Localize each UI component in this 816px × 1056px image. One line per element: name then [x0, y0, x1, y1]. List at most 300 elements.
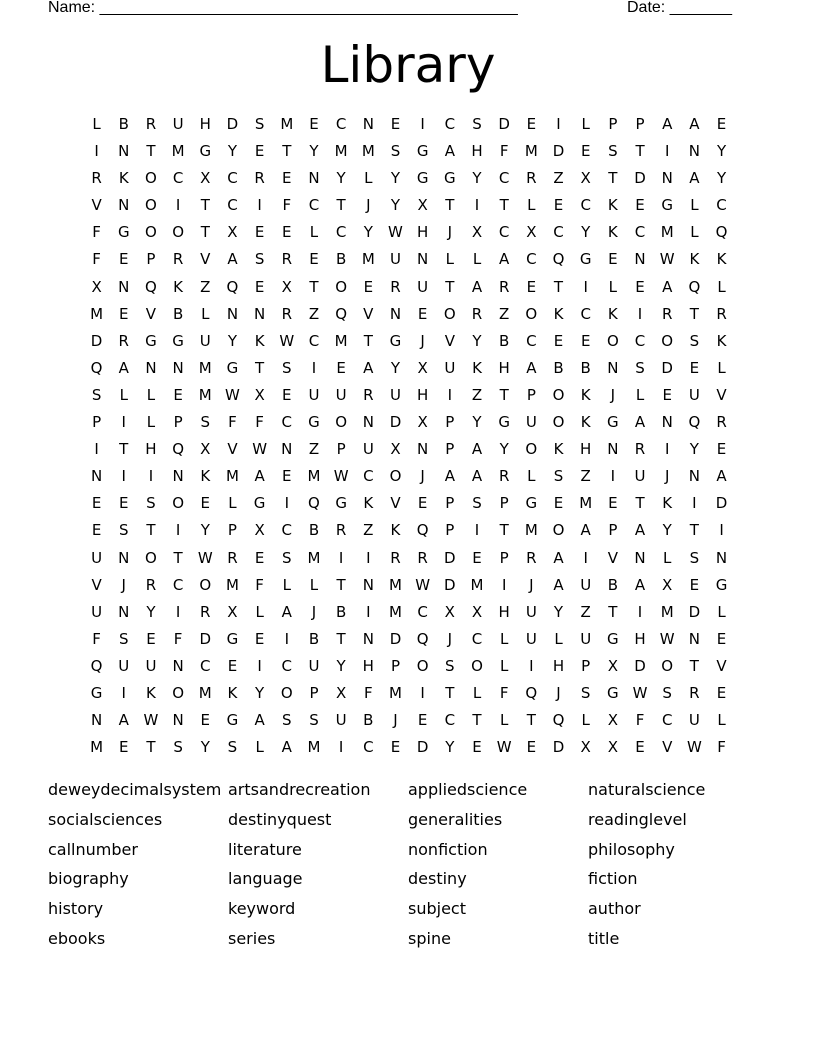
grid-letter[interactable]: E — [472, 738, 482, 757]
grid-letter[interactable]: I — [664, 142, 670, 161]
grid-letter[interactable]: R — [145, 115, 157, 133]
grid-letter[interactable]: G — [199, 142, 212, 161]
grid-letter[interactable]: C — [498, 223, 510, 242]
grid-letter[interactable]: I — [284, 629, 289, 648]
grid-letter[interactable]: R — [390, 548, 401, 567]
grid-letter[interactable]: N — [172, 656, 184, 675]
grid-letter[interactable]: E — [254, 548, 265, 567]
grid-letter[interactable]: K — [607, 196, 618, 215]
grid-letter[interactable]: E — [608, 250, 618, 269]
grid-letter[interactable]: K — [716, 331, 727, 350]
grid-letter[interactable]: N — [118, 602, 130, 621]
grid-letter[interactable]: S — [227, 738, 238, 757]
grid-letter[interactable]: O — [661, 331, 674, 350]
grid-letter[interactable]: L — [472, 683, 482, 702]
grid-letter[interactable]: E — [662, 385, 672, 404]
grid-letter[interactable]: R — [281, 250, 292, 269]
grid-letter[interactable]: L — [635, 385, 645, 404]
grid-letter[interactable]: J — [420, 331, 425, 350]
grid-letter[interactable]: C — [363, 738, 374, 757]
grid-letter[interactable]: Q — [145, 277, 157, 296]
grid-letter[interactable]: R — [254, 169, 265, 188]
grid-letter[interactable]: E — [526, 115, 537, 133]
grid-letter[interactable]: O — [552, 521, 565, 540]
grid-letter[interactable]: P — [526, 385, 536, 404]
grid-letter[interactable]: N — [661, 413, 673, 432]
grid-letter[interactable]: E — [282, 169, 292, 188]
grid-letter[interactable]: U — [417, 277, 429, 296]
grid-letter[interactable]: E — [526, 277, 537, 296]
grid-letter[interactable]: T — [689, 656, 699, 675]
grid-letter[interactable]: I — [94, 440, 99, 459]
grid-letter[interactable]: B — [118, 115, 129, 133]
grid-letter[interactable]: D — [634, 656, 646, 675]
grid-letter[interactable]: O — [172, 683, 184, 702]
grid-letter[interactable]: C — [363, 467, 374, 486]
grid-letter[interactable]: X — [417, 196, 428, 215]
grid-letter[interactable]: O — [172, 223, 184, 242]
grid-letter[interactable]: R — [526, 169, 537, 188]
grid-letter[interactable]: I — [501, 575, 507, 594]
grid-letter[interactable]: P — [445, 440, 455, 459]
grid-letter[interactable]: S — [254, 250, 265, 269]
grid-letter[interactable]: C — [335, 223, 347, 242]
grid-letter[interactable]: K — [200, 467, 211, 486]
grid-letter[interactable]: I — [257, 656, 262, 675]
grid-letter[interactable]: F — [635, 711, 645, 730]
grid-letter[interactable]: A — [281, 602, 292, 621]
grid-letter[interactable]: V — [363, 304, 374, 323]
grid-letter[interactable]: I — [94, 142, 99, 161]
grid-letter[interactable]: F — [228, 413, 237, 432]
grid-letter[interactable]: L — [309, 575, 319, 594]
grid-letter[interactable]: E — [608, 494, 618, 513]
grid-letter[interactable]: K — [662, 494, 673, 513]
grid-letter[interactable]: R — [661, 304, 673, 323]
grid-letter[interactable]: N — [90, 711, 103, 730]
grid-letter[interactable]: U — [91, 602, 103, 621]
grid-letter[interactable]: O — [145, 196, 157, 215]
grid-letter[interactable]: R — [118, 331, 129, 350]
grid-letter[interactable]: N — [634, 548, 646, 567]
grid-letter[interactable]: I — [175, 521, 181, 540]
grid-letter[interactable]: E — [282, 467, 292, 486]
grid-letter[interactable]: L — [201, 304, 210, 323]
grid-letter[interactable]: E — [363, 277, 374, 296]
grid-letter[interactable]: T — [445, 683, 455, 702]
grid-letter[interactable]: L — [472, 250, 482, 269]
grid-letter[interactable]: G — [607, 629, 619, 648]
grid-letter[interactable]: S — [309, 711, 319, 730]
grid-letter[interactable]: V — [91, 575, 102, 594]
grid-letter[interactable]: L — [364, 169, 373, 188]
grid-letter[interactable]: N — [308, 169, 320, 188]
grid-letter[interactable]: Q — [416, 629, 429, 648]
grid-letter[interactable]: E — [716, 629, 727, 648]
grid-letter[interactable]: J — [393, 711, 398, 730]
grid-letter[interactable]: A — [499, 250, 510, 269]
grid-letter[interactable]: S — [282, 548, 292, 567]
grid-letter[interactable]: Q — [308, 494, 320, 513]
grid-letter[interactable]: U — [172, 115, 184, 133]
grid-letter[interactable]: A — [254, 467, 265, 486]
grid-letter[interactable]: U — [91, 548, 103, 567]
grid-letter[interactable]: M — [524, 521, 538, 540]
grid-letter[interactable]: A — [363, 358, 374, 377]
grid-letter[interactable]: V — [200, 250, 211, 269]
grid-letter[interactable]: G — [308, 413, 320, 432]
grid-letter[interactable]: L — [554, 629, 563, 648]
grid-letter[interactable]: E — [254, 277, 265, 296]
grid-letter[interactable]: C — [580, 304, 591, 323]
grid-letter[interactable]: Y — [581, 223, 591, 242]
grid-letter[interactable]: G — [226, 711, 239, 730]
grid-letter[interactable]: X — [526, 223, 537, 242]
grid-letter[interactable]: F — [499, 142, 509, 161]
grid-letter[interactable]: X — [417, 358, 428, 377]
grid-letter[interactable]: U — [362, 440, 374, 459]
grid-letter[interactable]: I — [474, 521, 480, 540]
grid-letter[interactable]: E — [200, 494, 211, 513]
grid-letter[interactable]: N — [362, 115, 374, 133]
grid-letter[interactable]: T — [309, 277, 319, 296]
grid-letter[interactable]: R — [417, 548, 428, 567]
grid-letter[interactable]: F — [717, 738, 726, 757]
grid-letter[interactable]: M — [660, 602, 674, 621]
grid-letter[interactable]: G — [579, 250, 592, 269]
grid-letter[interactable]: N — [172, 467, 184, 486]
grid-letter[interactable]: T — [689, 521, 699, 540]
grid-letter[interactable]: U — [308, 385, 320, 404]
grid-letter[interactable]: T — [499, 521, 509, 540]
grid-letter[interactable]: P — [445, 413, 455, 432]
grid-letter[interactable]: Q — [90, 656, 103, 675]
grid-letter[interactable]: U — [389, 385, 401, 404]
grid-letter[interactable]: L — [690, 196, 699, 215]
grid-letter[interactable]: U — [634, 467, 646, 486]
grid-letter[interactable]: I — [637, 602, 643, 621]
grid-letter[interactable]: I — [719, 521, 724, 540]
grid-letter[interactable]: P — [635, 115, 645, 133]
grid-letter[interactable]: S — [282, 358, 292, 377]
grid-letter[interactable]: G — [145, 331, 157, 350]
grid-letter[interactable]: H — [145, 440, 157, 459]
grid-letter[interactable]: V — [716, 385, 727, 404]
grid-letter[interactable]: T — [445, 277, 455, 296]
grid-letter[interactable]: Y — [445, 738, 455, 757]
grid-letter[interactable]: T — [635, 494, 645, 513]
grid-letter[interactable]: M — [334, 331, 348, 350]
grid-letter[interactable]: X — [580, 738, 591, 757]
grid-letter[interactable]: T — [146, 521, 156, 540]
grid-letter[interactable]: X — [227, 602, 238, 621]
grid-letter[interactable]: F — [255, 413, 264, 432]
grid-letter[interactable]: T — [336, 196, 346, 215]
grid-letter[interactable]: C — [200, 656, 211, 675]
grid-letter[interactable]: O — [335, 277, 348, 296]
grid-letter[interactable]: W — [659, 629, 675, 648]
grid-letter[interactable]: T — [200, 223, 210, 242]
grid-letter[interactable]: A — [689, 115, 700, 133]
grid-letter[interactable]: C — [417, 602, 428, 621]
grid-letter[interactable]: H — [199, 115, 211, 133]
grid-letter[interactable]: R — [716, 413, 727, 432]
grid-letter[interactable]: I — [338, 738, 344, 757]
grid-letter[interactable]: X — [607, 656, 618, 675]
grid-letter[interactable]: Y — [390, 358, 401, 377]
grid-letter[interactable]: Y — [472, 331, 482, 350]
grid-letter[interactable]: U — [335, 385, 347, 404]
grid-letter[interactable]: R — [91, 169, 102, 188]
grid-letter[interactable]: R — [498, 277, 510, 296]
grid-letter[interactable]: M — [660, 223, 674, 242]
grid-letter[interactable]: E — [580, 142, 591, 161]
grid-letter[interactable]: L — [581, 711, 590, 730]
grid-letter[interactable]: Z — [471, 385, 483, 404]
grid-letter[interactable]: I — [447, 385, 453, 404]
grid-letter[interactable]: S — [635, 358, 645, 377]
grid-letter[interactable]: M — [90, 738, 104, 757]
grid-letter[interactable]: M — [280, 115, 294, 133]
grid-letter[interactable]: E — [309, 115, 319, 133]
grid-letter[interactable]: T — [499, 196, 509, 215]
grid-letter[interactable]: G — [172, 331, 184, 350]
grid-letter[interactable]: Z — [308, 304, 320, 323]
grid-letter[interactable]: C — [553, 223, 564, 242]
grid-letter[interactable]: E — [417, 711, 428, 730]
grid-letter[interactable]: E — [119, 738, 129, 757]
grid-letter[interactable]: Z — [200, 277, 211, 296]
grid-letter[interactable]: Y — [200, 738, 210, 757]
grid-letter[interactable]: L — [717, 277, 726, 296]
grid-letter[interactable]: D — [90, 331, 103, 350]
grid-letter[interactable]: N — [90, 467, 103, 486]
grid-letter[interactable]: T — [146, 142, 156, 161]
grid-letter[interactable]: O — [145, 548, 157, 567]
grid-letter[interactable]: K — [146, 683, 156, 702]
grid-letter[interactable]: L — [146, 385, 156, 404]
grid-letter[interactable]: U — [580, 629, 592, 648]
grid-letter[interactable]: S — [445, 656, 455, 675]
grid-letter[interactable]: X — [227, 223, 238, 242]
grid-letter[interactable]: P — [608, 115, 618, 133]
grid-letter[interactable]: G — [607, 683, 619, 702]
grid-letter[interactable]: C — [444, 115, 456, 133]
grid-letter[interactable]: I — [284, 494, 289, 513]
grid-letter[interactable]: H — [498, 358, 510, 377]
grid-letter[interactable]: A — [281, 738, 292, 757]
grid-letter[interactable]: B — [580, 358, 591, 377]
grid-letter[interactable]: D — [634, 169, 646, 188]
grid-letter[interactable]: Z — [363, 521, 374, 540]
grid-letter[interactable]: G — [90, 683, 103, 702]
grid-letter[interactable]: S — [173, 738, 183, 757]
grid-letter[interactable]: G — [117, 223, 130, 242]
grid-letter[interactable]: I — [366, 548, 371, 567]
grid-letter[interactable]: O — [335, 413, 348, 432]
grid-letter[interactable]: E — [417, 304, 428, 323]
grid-letter[interactable]: E — [716, 115, 727, 133]
grid-letter[interactable]: L — [608, 277, 618, 296]
grid-letter[interactable]: K — [716, 250, 727, 269]
grid-letter[interactable]: L — [282, 575, 291, 594]
grid-letter[interactable]: Q — [688, 277, 701, 296]
grid-letter[interactable]: C — [281, 521, 293, 540]
grid-letter[interactable]: S — [472, 494, 482, 513]
grid-letter[interactable]: I — [366, 602, 371, 621]
grid-letter[interactable]: W — [252, 440, 268, 459]
grid-letter[interactable]: E — [119, 250, 129, 269]
grid-letter[interactable]: N — [715, 548, 728, 567]
grid-letter[interactable]: Y — [662, 521, 672, 540]
grid-letter[interactable]: S — [146, 494, 156, 513]
grid-letter[interactable]: M — [361, 142, 375, 161]
grid-letter[interactable]: T — [200, 196, 210, 215]
grid-letter[interactable]: N — [417, 250, 429, 269]
grid-letter[interactable]: X — [200, 169, 211, 188]
grid-letter[interactable]: J — [529, 575, 534, 594]
grid-letter[interactable]: U — [525, 629, 537, 648]
grid-letter[interactable]: N — [661, 169, 673, 188]
grid-letter[interactable]: Q — [416, 521, 429, 540]
grid-letter[interactable]: L — [445, 250, 454, 269]
grid-letter[interactable]: H — [580, 440, 592, 459]
grid-letter[interactable]: H — [417, 385, 429, 404]
grid-letter[interactable]: Y — [716, 169, 727, 188]
grid-letter[interactable]: W — [197, 548, 213, 567]
grid-letter[interactable]: Y — [227, 331, 238, 350]
grid-letter[interactable]: Y — [553, 602, 564, 621]
grid-letter[interactable]: Y — [472, 169, 482, 188]
grid-letter[interactable]: S — [553, 467, 564, 486]
grid-letter[interactable]: E — [254, 223, 265, 242]
grid-letter[interactable]: L — [92, 115, 101, 133]
grid-letter[interactable]: U — [525, 413, 537, 432]
grid-letter[interactable]: Q — [525, 683, 538, 702]
grid-letter[interactable]: V — [444, 331, 455, 350]
grid-letter[interactable]: S — [662, 683, 672, 702]
grid-letter[interactable]: X — [471, 602, 483, 621]
grid-letter[interactable]: M — [524, 142, 538, 161]
grid-letter[interactable]: T — [282, 142, 292, 161]
grid-letter[interactable]: E — [635, 738, 645, 757]
grid-letter[interactable]: X — [200, 440, 211, 459]
grid-letter[interactable]: H — [634, 629, 646, 648]
grid-letter[interactable]: N — [607, 440, 619, 459]
grid-letter[interactable]: J — [447, 629, 453, 648]
grid-letter[interactable]: V — [145, 304, 157, 323]
grid-letter[interactable]: C — [335, 115, 347, 133]
grid-letter[interactable]: X — [335, 683, 347, 702]
grid-letter[interactable]: O — [525, 440, 538, 459]
grid-letter[interactable]: D — [661, 358, 673, 377]
grid-letter[interactable]: B — [335, 602, 347, 621]
grid-letter[interactable]: Y — [390, 169, 401, 188]
grid-letter[interactable]: G — [416, 142, 429, 161]
grid-letter[interactable]: R — [471, 304, 483, 323]
grid-letter[interactable]: V — [662, 738, 673, 757]
grid-letter[interactable]: S — [254, 115, 265, 133]
grid-letter[interactable]: C — [281, 656, 293, 675]
grid-letter[interactable]: M — [307, 548, 321, 567]
grid-letter[interactable]: C — [634, 223, 646, 242]
grid-letter[interactable]: D — [199, 629, 212, 648]
grid-letter[interactable]: O — [606, 331, 619, 350]
grid-letter[interactable]: L — [255, 738, 264, 757]
grid-letter[interactable]: O — [525, 304, 538, 323]
grid-letter[interactable]: C — [498, 169, 510, 188]
grid-letter[interactable]: J — [447, 223, 453, 242]
grid-letter[interactable]: P — [173, 413, 183, 432]
grid-letter[interactable]: D — [688, 602, 701, 621]
grid-letter[interactable]: Y — [200, 521, 210, 540]
grid-letter[interactable]: K — [580, 413, 591, 432]
grid-letter[interactable]: G — [607, 413, 619, 432]
grid-letter[interactable]: G — [715, 575, 728, 594]
grid-letter[interactable]: I — [420, 683, 425, 702]
grid-letter[interactable]: D — [552, 738, 565, 757]
grid-letter[interactable]: S — [472, 115, 482, 133]
grid-letter[interactable]: L — [228, 494, 237, 513]
grid-letter[interactable]: F — [92, 223, 101, 242]
grid-letter[interactable]: N — [281, 440, 293, 459]
grid-letter[interactable]: I — [583, 277, 588, 296]
grid-letter[interactable]: L — [663, 548, 672, 567]
grid-letter[interactable]: N — [389, 304, 402, 323]
grid-letter[interactable]: P — [227, 521, 237, 540]
grid-letter[interactable]: O — [199, 575, 212, 594]
grid-letter[interactable]: S — [608, 142, 618, 161]
grid-letter[interactable]: E — [635, 196, 645, 215]
grid-letter[interactable]: C — [227, 196, 238, 215]
grid-letter[interactable]: N — [226, 304, 239, 323]
grid-letter[interactable]: R — [281, 304, 292, 323]
grid-letter[interactable]: U — [525, 602, 537, 621]
grid-letter[interactable]: D — [444, 548, 456, 567]
grid-letter[interactable]: N — [688, 629, 700, 648]
grid-letter[interactable]: R — [227, 548, 238, 567]
grid-letter[interactable]: Q — [688, 413, 701, 432]
grid-letter[interactable]: P — [499, 548, 509, 567]
grid-letter[interactable]: H — [498, 602, 510, 621]
grid-letter[interactable]: E — [472, 548, 482, 567]
grid-letter[interactable]: I — [474, 196, 480, 215]
grid-letter[interactable]: O — [552, 413, 565, 432]
grid-letter[interactable]: U — [389, 250, 401, 269]
grid-letter[interactable]: R — [145, 575, 157, 594]
grid-letter[interactable]: N — [118, 277, 130, 296]
grid-letter[interactable]: Q — [715, 223, 728, 242]
grid-letter[interactable]: B — [607, 575, 618, 594]
grid-letter[interactable]: Q — [90, 358, 103, 377]
grid-letter[interactable]: X — [390, 440, 401, 459]
grid-letter[interactable]: L — [717, 711, 726, 730]
grid-letter[interactable]: E — [716, 683, 727, 702]
grid-letter[interactable]: B — [363, 711, 374, 730]
grid-letter[interactable]: U — [580, 575, 592, 594]
grid-letter[interactable]: A — [634, 575, 646, 594]
grid-letter[interactable]: L — [527, 196, 536, 215]
grid-letter[interactable]: P — [608, 521, 618, 540]
grid-letter[interactable]: A — [689, 169, 700, 188]
grid-letter[interactable]: V — [390, 494, 401, 513]
grid-letter[interactable]: B — [553, 358, 564, 377]
grid-letter[interactable]: A — [444, 467, 455, 486]
grid-letter[interactable]: T — [336, 629, 346, 648]
grid-letter[interactable]: V — [91, 196, 102, 215]
grid-letter[interactable]: N — [172, 711, 184, 730]
grid-letter[interactable]: O — [145, 223, 157, 242]
